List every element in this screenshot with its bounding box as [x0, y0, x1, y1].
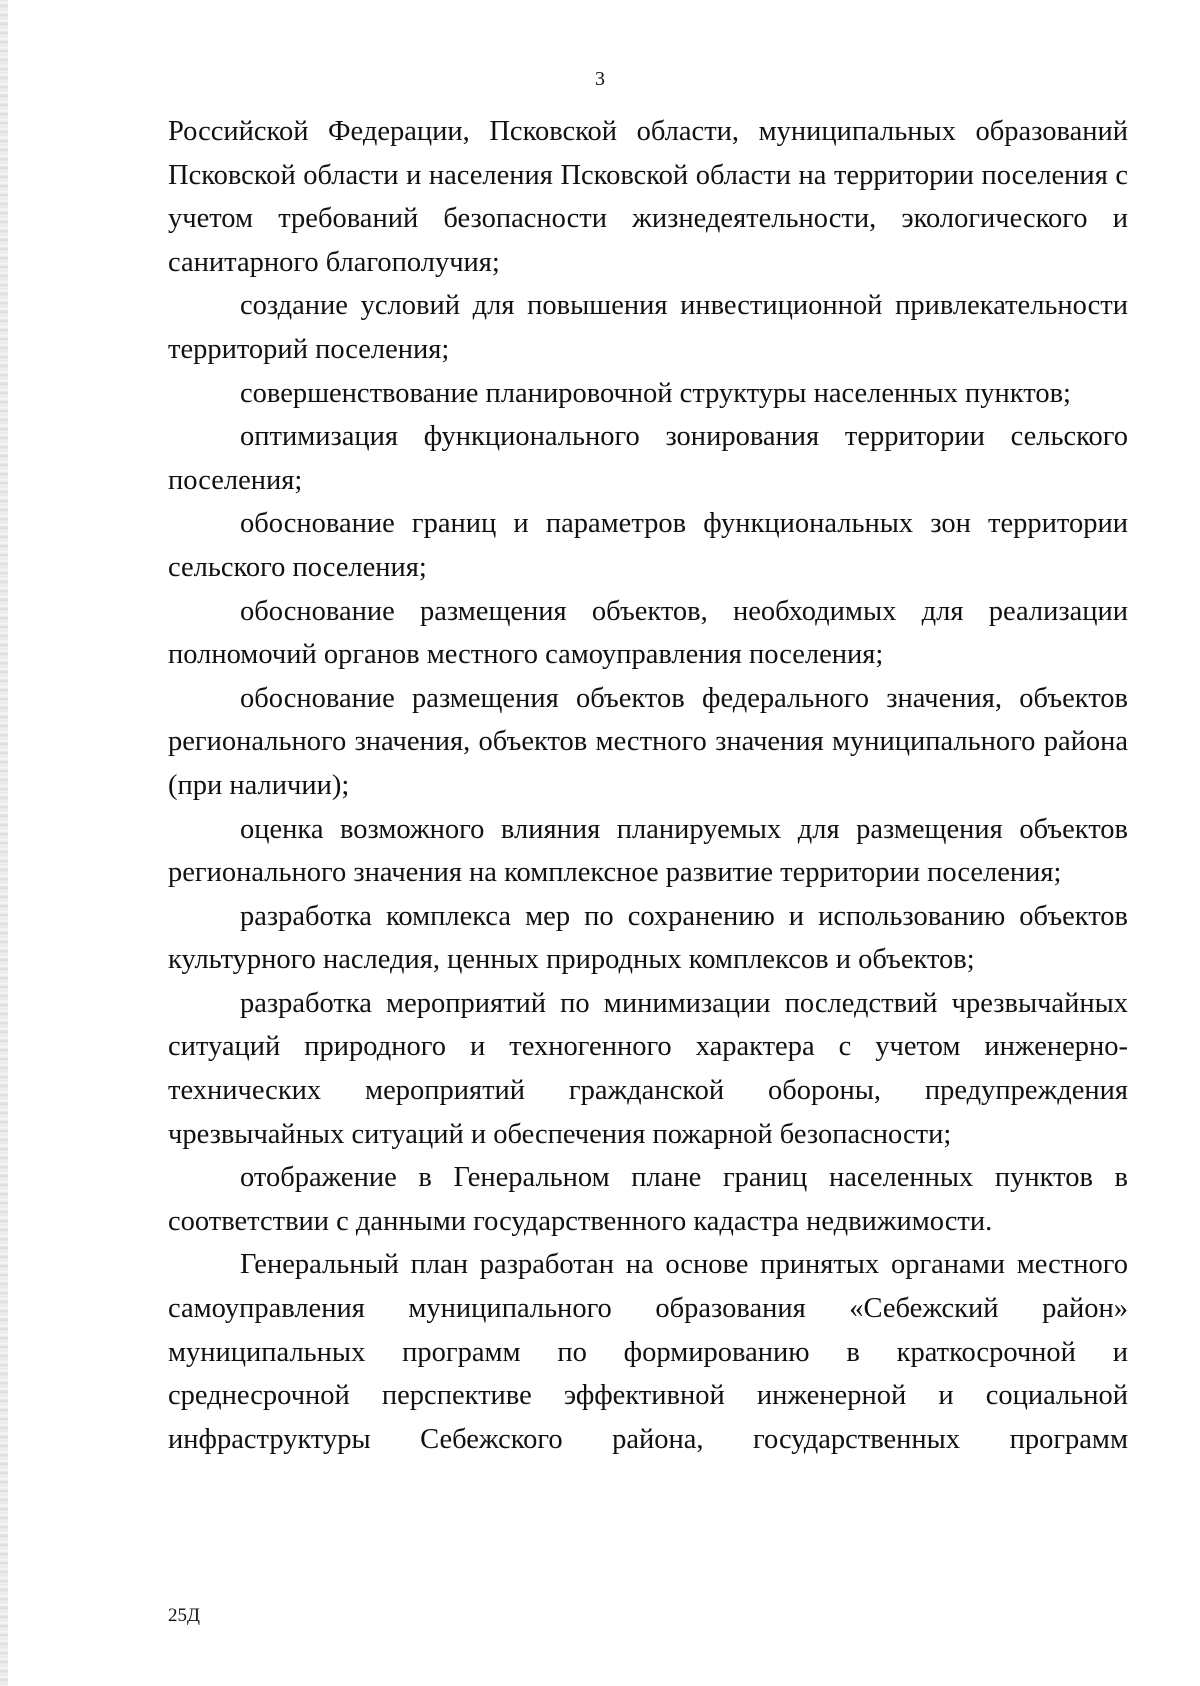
paragraph: создание условий для повышения инвестиционной привлекательности территорий поселения; [168, 290, 1128, 365]
footer-code: 25Д [168, 1605, 200, 1626]
paragraph: разработка мероприятий по минимизации последствий чрезвычайных ситуаций природного и техногенного характера с учетом инженерно-технических мероприятий гражданской обороны, предупреждения чрезвычайных ситуаций и обеспечения пожарной безопасности; [168, 987, 1128, 1150]
paragraph: Российской Федерации, Псковской области, муниципальных образований Псковской области и населения Псковской области на территории поселения с учетом требований безопасности жизнедеятельности, экологического и санитарного благополучия; [168, 116, 1128, 278]
paragraph: обоснование размещения объектов федерального значения, объектов регионального значения, объектов местного значения муниципального района (при наличии); [168, 682, 1128, 801]
paragraph: оптимизация функционального зонирования территории сельского поселения; [168, 421, 1128, 496]
paragraph: совершенствование планировочной структуры населенных пунктов; [240, 377, 1071, 409]
paragraph: обоснование границ и параметров функциональных зон территории сельского поселения; [168, 508, 1128, 583]
scan-edge [0, 0, 8, 1686]
page-number: 3 [595, 68, 605, 90]
paragraph: обоснование размещения объектов, необходимых для реализации полномочий органов местного самоуправления поселения; [168, 595, 1128, 671]
paragraph: оценка возможного влияния планируемых для размещения объектов регионального значения на комплексное развитие территории поселения; [168, 813, 1128, 889]
paragraph: отображение в Генеральном плане границ населенных пунктов в соответствии с данными государственного кадастра недвижимости. [168, 1162, 1128, 1237]
document-body [168, 110, 1128, 1461]
paragraph: Генеральный план разработан на основе принятых органами местного самоуправления муниципального образования «Себежский район» муниципальных программ по формированию в краткосрочной и среднесрочной перспективе эффективной инженерной и социальной инфраструктуры Себежского района, государственных программ [168, 1249, 1128, 1455]
paragraph: разработка комплекса мер по сохранению и использованию объектов культурного наследия, ценных природных комплексов и объектов; [168, 900, 1128, 976]
